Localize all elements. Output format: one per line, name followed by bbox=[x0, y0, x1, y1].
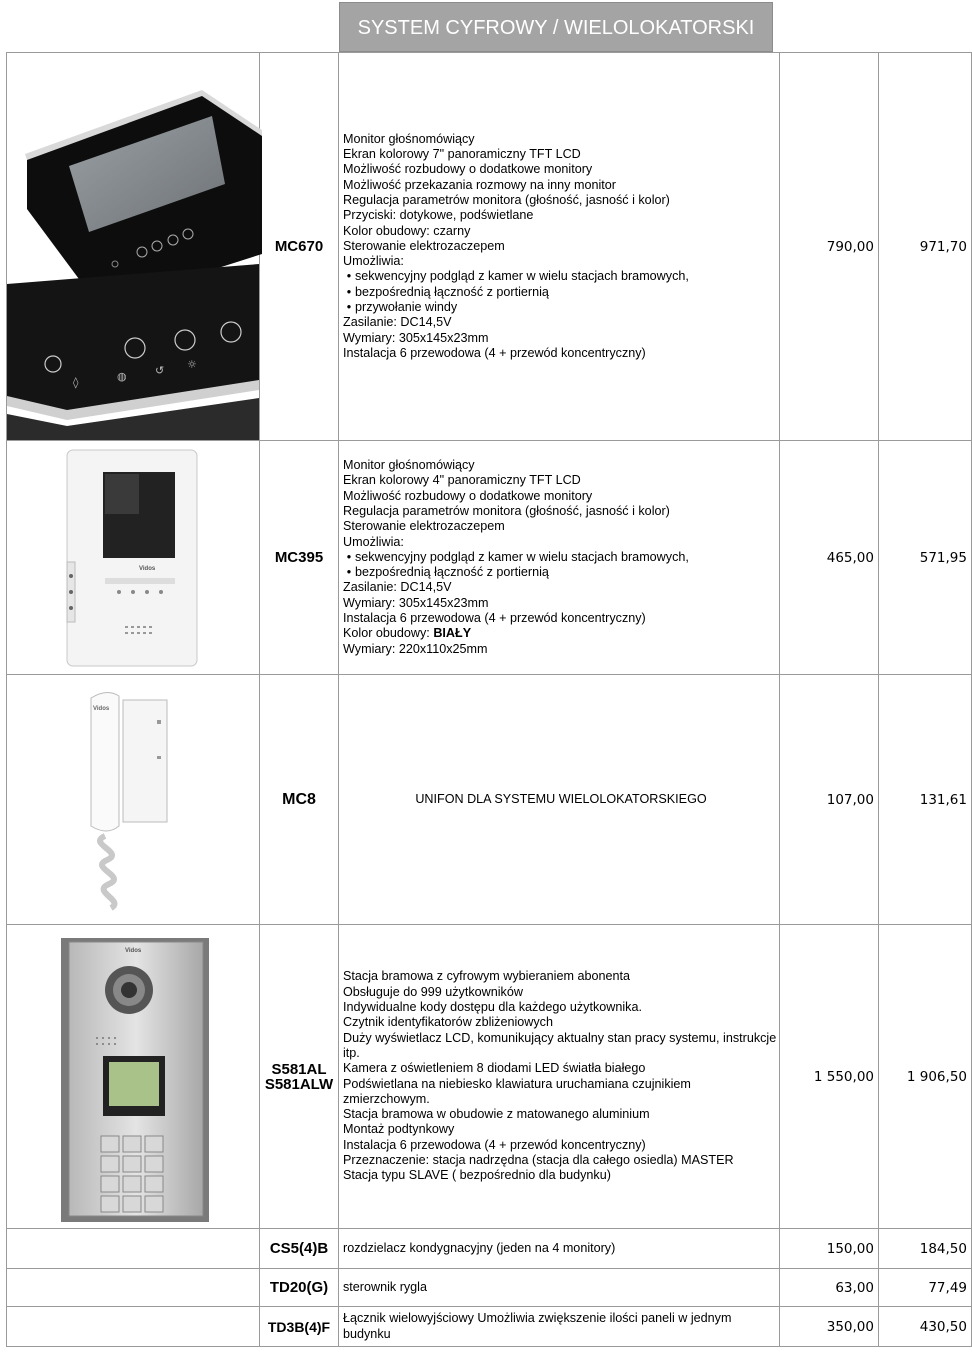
desc-line: Ekran kolorowy 7" panoramiczny TFT LCD bbox=[343, 147, 581, 162]
product-image-cell bbox=[7, 53, 260, 441]
price-net: 63,00 bbox=[780, 1269, 879, 1307]
svg-text:◍: ◍ bbox=[117, 369, 127, 383]
desc-line: Instalacja 6 przewodowa (4 + przewód koncentryczny) bbox=[343, 1137, 646, 1152]
price-gross: 1 906,50 bbox=[879, 925, 972, 1229]
desc-line: Przyciski: dotykowe, podświetlane bbox=[343, 208, 534, 223]
table-row bbox=[7, 1307, 972, 1347]
product-description bbox=[339, 925, 780, 1229]
product-code bbox=[260, 925, 339, 1229]
svg-text:☼: ☼ bbox=[187, 357, 197, 371]
monitor-white-image bbox=[7, 442, 259, 674]
price-table bbox=[6, 52, 972, 1347]
desc-line: Kolor obudowy: BIAŁY bbox=[343, 626, 472, 641]
desc-line: Regulacja parametrów monitora (głośność, jasność i kolor) bbox=[343, 503, 670, 518]
brand-logo: Vidos bbox=[93, 705, 110, 712]
desc-line: Stacja typu SLAVE ( bezpośrednio dla budynku) bbox=[343, 1168, 611, 1183]
price-net: 1 550,00 bbox=[780, 925, 879, 1229]
desc-line: Możliwość przekazania rozmowy na inny monitor bbox=[343, 177, 616, 192]
desc-line: Możliwość rozbudowy o dodatkowe monitory bbox=[343, 162, 593, 177]
desc-line: Indywidualne kody dostępu dla każdego użytkownika. bbox=[343, 1000, 642, 1015]
desc-line: Umożliwia: bbox=[343, 534, 404, 549]
desc-bullet: • przywołanie windy bbox=[343, 300, 779, 315]
product-image-cell bbox=[7, 1269, 260, 1307]
product-code-line: S581AL bbox=[271, 1060, 327, 1078]
desc-line: Sterowanie elektrozaczepem bbox=[343, 238, 505, 253]
price-gross: 77,49 bbox=[879, 1269, 972, 1307]
table-row bbox=[7, 1229, 972, 1269]
desc-bullet: • bezpośrednią łączność z portiernią bbox=[343, 285, 779, 300]
price-gross: 184,50 bbox=[879, 1229, 972, 1269]
product-image-cell bbox=[7, 675, 260, 925]
desc-line: Przeznaczenie: stacja nadrzędna (stacja dla całego osiedla) MASTER bbox=[343, 1152, 734, 1167]
price-net: 465,00 bbox=[780, 441, 879, 675]
desc-line: Możliwość rozbudowy o dodatkowe monitory bbox=[343, 488, 593, 503]
desc-line: Duży wyświetlacz LCD, komunikujący aktualny stan pracy systemu, instrukcje itp. bbox=[343, 1030, 777, 1060]
desc-bullet: • bezpośrednią łączność z portiernią bbox=[343, 565, 779, 580]
svg-text:◊: ◊ bbox=[73, 375, 79, 389]
product-description: rozdzielacz kondygnacyjny (jeden na 4 monitory) bbox=[339, 1229, 780, 1269]
product-description bbox=[339, 53, 780, 441]
desc-line: Montaż podtynkowy bbox=[343, 1122, 455, 1137]
desc-line: Kamera z oświetleniem 8 diodami LED światła białego bbox=[343, 1061, 646, 1076]
desc-bullet: • sekwencyjny podgląd z kamer w wielu stacjach bramowych, bbox=[343, 269, 779, 284]
product-image-cell bbox=[7, 1229, 260, 1269]
product-code: CS5(4)B bbox=[260, 1229, 339, 1269]
desc-line: Regulacja parametrów monitora (głośność, jasność i kolor) bbox=[343, 192, 670, 207]
product-code: TD3B(4)F bbox=[260, 1307, 339, 1347]
desc-line: Kolor obudowy: czarny bbox=[343, 223, 471, 238]
desc-line: Stacja bramowa w obudowie z matowanego aluminium bbox=[343, 1107, 650, 1122]
page-header bbox=[0, 0, 960, 54]
product-image-cell bbox=[7, 1307, 260, 1347]
page-title: SYSTEM CYFROWY / WIELOLOKATORSKI bbox=[339, 2, 773, 52]
product-description: sterownik rygla bbox=[339, 1269, 780, 1307]
desc-bullet: • sekwencyjny podgląd z kamer w wielu stacjach bramowych, bbox=[343, 550, 779, 565]
desc-line: Czytnik identyfikatorów zbliżeniowych bbox=[343, 1015, 553, 1030]
table-row bbox=[7, 675, 972, 925]
table-row bbox=[7, 925, 972, 1229]
price-gross: 430,50 bbox=[879, 1307, 972, 1347]
desc-line: Wymiary: 305x145x23mm bbox=[343, 595, 489, 610]
desc-line: Instalacja 6 przewodowa (4 + przewód koncentryczny) bbox=[343, 345, 646, 360]
price-net: 150,00 bbox=[780, 1229, 879, 1269]
product-description: UNIFON DLA SYSTEMU WIELOLOKATORSKIEGO bbox=[339, 675, 780, 925]
table-row bbox=[7, 53, 972, 441]
price-net: 790,00 bbox=[780, 53, 879, 441]
desc-line: Stacja bramowa z cyfrowym wybieraniem abonenta bbox=[343, 969, 630, 984]
table-row bbox=[7, 441, 972, 675]
product-code: TD20(G) bbox=[260, 1269, 339, 1307]
desc-line: Wymiary: 220x110x25mm bbox=[343, 641, 488, 656]
desc-line: Wymiary: 305x145x23mm bbox=[343, 330, 489, 345]
product-description: Łącznik wielowyjściowy Umożliwia zwiększenie ilości paneli w jednym budynku bbox=[339, 1307, 780, 1347]
svg-text:↺: ↺ bbox=[155, 363, 165, 377]
desc-line: Zasilanie: DC14,5V bbox=[343, 315, 452, 330]
product-code: MC8 bbox=[260, 675, 339, 925]
product-image-cell bbox=[7, 441, 260, 675]
desc-line: Obsługuje do 999 użytkowników bbox=[343, 984, 523, 999]
handset-image bbox=[7, 676, 259, 924]
price-gross: 131,61 bbox=[879, 675, 972, 925]
table-row bbox=[7, 1269, 972, 1307]
product-description bbox=[339, 441, 780, 675]
desc-line: Monitor głośnomówiący bbox=[343, 131, 475, 146]
price-net: 350,00 bbox=[780, 1307, 879, 1347]
product-code: MC395 bbox=[260, 441, 339, 675]
brand-logo: Vidos bbox=[139, 565, 156, 572]
price-gross: 571,95 bbox=[879, 441, 972, 675]
desc-line: Podświetlana na niebiesko klawiatura uruchamiana czujnikiem zmierzchowym. bbox=[343, 1076, 691, 1106]
desc-line: Ekran kolorowy 4" panoramiczny TFT LCD bbox=[343, 473, 581, 488]
price-net: 107,00 bbox=[780, 675, 879, 925]
monitor-black-image bbox=[7, 54, 259, 440]
product-code-line: S581ALW bbox=[264, 1075, 334, 1093]
gate-station-image bbox=[7, 926, 259, 1228]
desc-line: Zasilanie: DC14,5V bbox=[343, 580, 452, 595]
product-code: MC670 bbox=[260, 53, 339, 441]
desc-line: Instalacja 6 przewodowa (4 + przewód koncentryczny) bbox=[343, 611, 646, 626]
desc-line: Sterowanie elektrozaczepem bbox=[343, 519, 505, 534]
product-image-cell bbox=[7, 925, 260, 1229]
desc-line: Umożliwia: bbox=[343, 254, 404, 269]
price-gross: 971,70 bbox=[879, 53, 972, 441]
brand-logo: Vidos bbox=[125, 947, 142, 954]
desc-line: Monitor głośnomówiący bbox=[343, 458, 475, 473]
